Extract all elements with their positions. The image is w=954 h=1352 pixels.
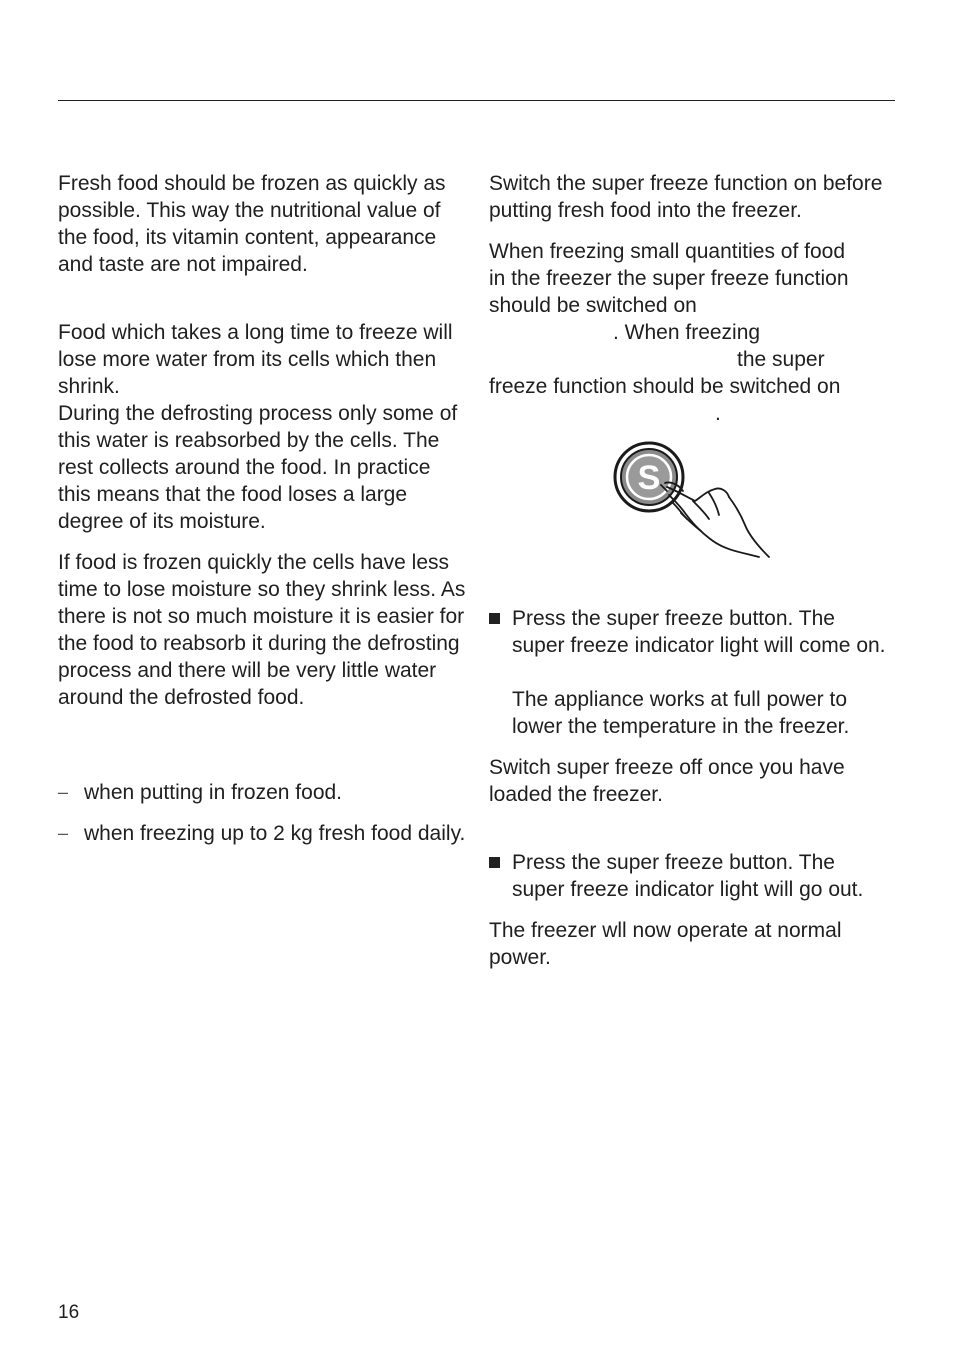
fast-freeze-paragraph: If food is frozen quickly the cells have less time to lose moisture so they shrink less. As there is not so much moisture it is easier for the food to reabsorb it during the defrosting process and there will be very little water around the defrosted food. xyxy=(58,551,466,709)
super-freeze-illustration xyxy=(489,441,889,591)
full-power-note: The appliance works at full power to lower the temperature in the freezer. xyxy=(512,688,850,738)
list-item: – when putting in frozen food. xyxy=(58,779,468,806)
button-letter: S xyxy=(637,459,661,497)
header-rule xyxy=(58,100,895,101)
step-switch-on: Press the super freeze button. The super freeze indicator light will come on. xyxy=(489,605,889,659)
switch-off-paragraph: Switch super freeze off once you have loaded the freezer. xyxy=(489,756,845,806)
slow-freeze-paragraph: Food which takes a long time to freeze will lose more water from its cells which then shrink. xyxy=(58,321,453,398)
left-column xyxy=(58,170,468,847)
normal-power-paragraph: The freezer wll now operate at normal power. xyxy=(489,919,842,969)
right-column xyxy=(489,170,889,971)
page-number: 16 xyxy=(58,1302,80,1323)
list-item: – when freezing up to 2 kg fresh food daily. xyxy=(58,820,468,847)
super-freeze-button-icon xyxy=(609,441,779,559)
bullet-square-icon xyxy=(489,613,500,624)
defrost-paragraph: During the defrosting process only some of this water is reabsorbed by the cells. The rest collects around the food. In practice this means that the food loses a large degree of its moisture. xyxy=(58,402,458,533)
step-switch-off: Press the super freeze button. The super freeze indicator light will go out. xyxy=(489,849,889,903)
bullet-square-icon xyxy=(489,857,500,868)
intro-paragraph: Fresh food should be frozen as quickly as possible. This way the nutritional value of the food, its vitamin content, appearance and taste are not impaired. xyxy=(58,172,446,276)
quantities-paragraph: When freezing small quantities of food in the freezer the super freeze function should be switched on . When freezing the super freeze function should be switched on . xyxy=(489,240,849,425)
switch-on-paragraph: Switch the super freeze function on before putting fresh food into the freezer. xyxy=(489,172,883,222)
